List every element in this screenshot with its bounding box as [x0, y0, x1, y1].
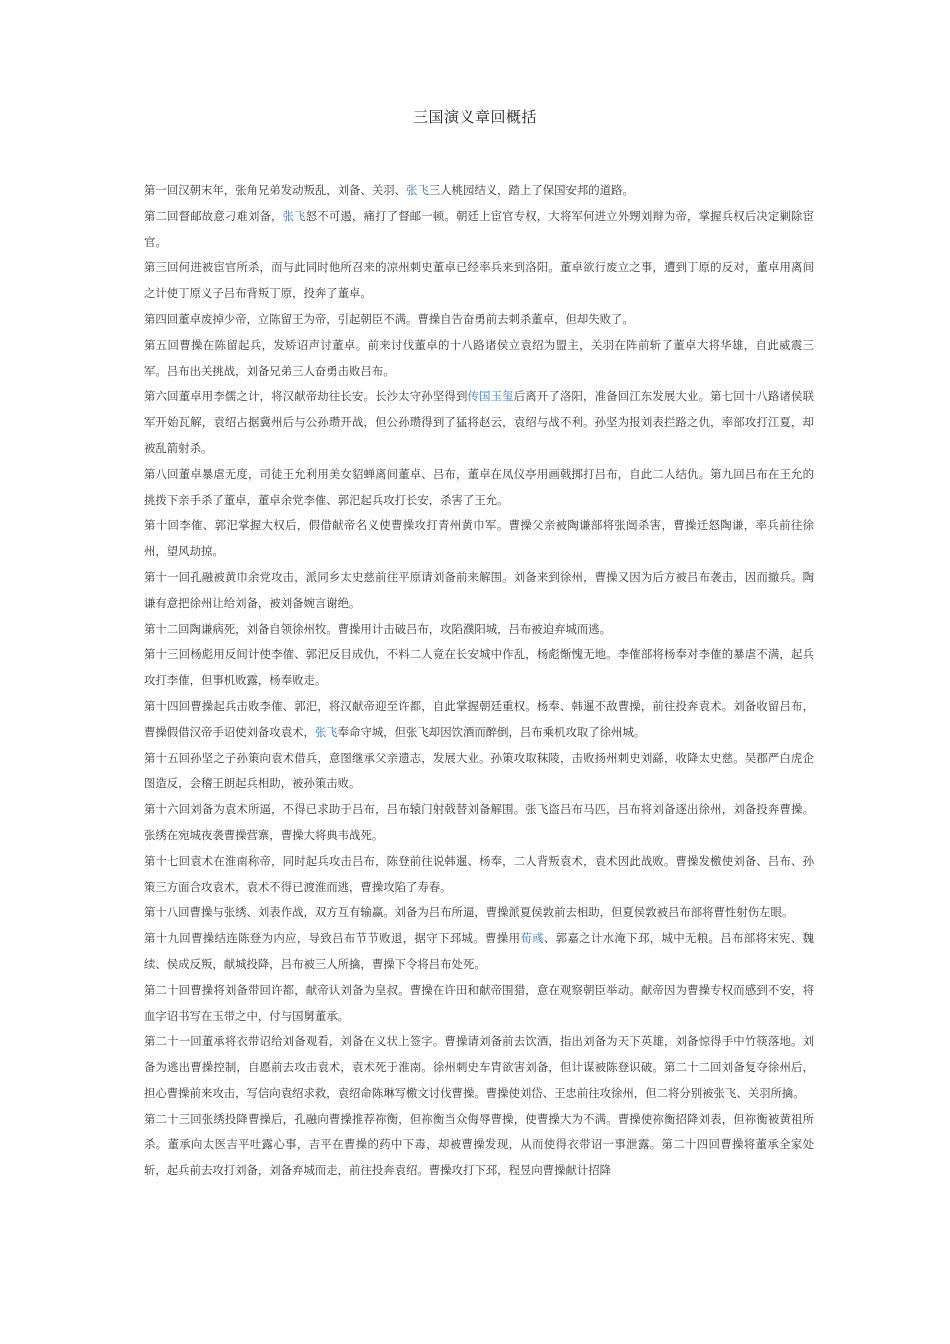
chapter-paragraph	[144, 384, 814, 461]
chapter-paragraph	[144, 462, 814, 514]
paragraph-text: 奉命守城，但张飞却因饮酒而醉倒，吕布乘机攻取了徐州城。	[337, 724, 646, 739]
term-link[interactable]: 张飞	[314, 724, 338, 739]
term-link[interactable]: 传国玉玺	[467, 389, 514, 404]
chapter-paragraph	[144, 617, 814, 643]
document-body	[144, 178, 814, 1184]
chapter-paragraph	[144, 513, 814, 565]
paragraph-text: 后离开了洛阳，准备回江东发展大业。第七回十八路诸侯联军开始瓦解，袁绍占据冀州后与公孙瓒开战，但公孙瓒得到了猛将赵云，袁绍与战不利。孙坚为报刘表拦路之仇，率部攻打江夏，却被乱箭射杀。	[144, 389, 814, 455]
chapter-paragraph	[144, 926, 814, 978]
chapter-paragraph	[144, 1029, 814, 1106]
chapter-paragraph	[144, 849, 814, 901]
paragraph-text: 、郭嘉之计水淹下邳，城中无粮。吕布部将宋宪、魏续、侯成反叛，献城投降，吕布被三人所擒，曹操下令将吕布处死。	[144, 931, 814, 971]
paragraph-text: 三人桃园结义，踏上了保国安邦的道路。	[428, 183, 634, 197]
paragraph-text: 第十一回孔融被黄巾余党攻击，派同乡太史慈前往平原请刘备前来解围。刘备来到徐州，曹操又因为后方被吕布袭击，因而撤兵。陶谦有意把徐州让给刘备，被刘备婉言谢绝。	[144, 569, 814, 610]
paragraph-text: 第八回董卓暴虐无度，司徒王允利用美女貂蝉离间董卓、吕布，董卓在凤仪亭用画戟掷打吕布，自此二人结仇。第九回吕布在王允的挑拨下亲手杀了董卓，董卓余党李傕、郭汜起兵攻打长安，杀害了王允。	[144, 466, 814, 507]
chapter-paragraph	[144, 178, 814, 204]
paragraph-text: 第十五回孙坚之子孙策向袁术借兵，意图继承父亲遗志，发展大业。孙策攻取秣陵，击败扬州刺史刘繇，收降太史慈。吴郡严白虎企图造反，会稽王朗起兵相助，被孙策击败。	[144, 750, 814, 791]
paragraph-text: 第二十回曹操将刘备带回许都，献帝认刘备为皇叔。曹操在许田和献帝围猎，意在观察朝臣举动。献帝因为曹操专权而感到不安，将血字诏书写在玉带之中，付与国舅董承。	[144, 982, 814, 1023]
paragraph-text: 第二回督邮故意刁难刘备，	[144, 208, 283, 223]
document-title: 三国演义章回概括	[412, 108, 537, 126]
paragraph-text: 第三回何进被宦官所杀，而与此同时他所召来的凉州刺史董卓已经率兵来到洛阳。董卓欲行废立之事，遭到丁原的反对，董卓用离间之计使丁原义子吕布背叛丁原，投奔了董卓。	[144, 260, 814, 301]
chapter-paragraph	[144, 333, 814, 385]
paragraph-text: 第十七回袁术在淮南称帝，同时起兵攻击吕布，陈登前往说韩暹、杨奉，二人背叛袁术，袁术因此战败。曹操发檄使刘备、吕布、孙策三方面合攻袁术，袁术不得已渡淮而逃，曹操攻陷了寿春。	[144, 853, 814, 894]
chapter-paragraph	[144, 255, 814, 307]
chapter-paragraph	[144, 1107, 814, 1184]
paragraph-text: 第十六回刘备为袁术所逼，不得已求助于吕布，吕布辕门射戟替刘备解围。张飞盗吕布马匹，吕布将刘备逐出徐州，刘备投奔曹操。张绣在宛城夜袭曹操营寨，曹操大将典韦战死。	[144, 802, 814, 842]
paragraph-text: 第六回董卓用李儒之计，将汉献帝劫往长安。长沙太守孙坚得到	[144, 389, 468, 404]
chapter-paragraph	[144, 900, 814, 926]
paragraph-text: 第五回曹操在陈留起兵，发矫诏声讨董卓。前来讨伐董卓的十八路诸侯立袁绍为盟主，关羽在阵前斩了董卓大将华雄，自此威震三军。吕布出关挑战，刘备兄弟三人奋勇击败吕布。	[144, 337, 814, 378]
term-link[interactable]: 张飞	[282, 208, 306, 223]
chapter-paragraph	[144, 694, 814, 746]
chapter-paragraph	[144, 797, 814, 849]
paragraph-text: 第十三回杨彪用反间计使李傕、郭汜反目成仇，不料二人竟在长安城中作乱，杨彪惭愧无地。李傕部将杨奉对李傕的暴虐不满，起兵攻打李傕，但事机败露，杨奉败走。	[144, 647, 814, 688]
chapter-paragraph	[144, 204, 814, 256]
paragraph-text: 第一回汉朝末年，张角兄弟发动叛乱，刘备、关羽、	[144, 183, 406, 197]
chapter-paragraph	[144, 307, 814, 333]
paragraph-text: 第二十三回张绣投降曹操后，孔融向曹操推荐祢衡，但祢衡当众侮辱曹操，使曹操大为不满。曹操使祢衡招降刘表，但祢衡被黄祖所杀。董承向太医吉平吐露心事，吉平在曹操的药中下毒，却被曹操发现，从而使得衣带诏一事泄露。第二十四回曹操将董承全家处斩，起兵前去攻打刘备，刘备弃城而走，前往投奔袁绍。曹操攻打下邳，程昱向曹操献计招降	[144, 1111, 814, 1178]
chapter-paragraph	[144, 642, 814, 694]
term-link[interactable]: 荀彧	[520, 931, 544, 946]
chapter-paragraph	[144, 978, 814, 1030]
paragraph-text: 第二十一回董承将衣带诏给刘备观看，刘备在义状上签字。曹操请刘备前去饮酒，指出刘备为天下英雄，刘备惊得手中竹筷落地。刘备为逃出曹操控制，自愿前去攻击袁术，袁术死于淮南。徐州刺史车胄欲害刘备，但计谋被陈登识破。第二十二回刘备复夺徐州后，担心曹操前来攻击，写信向袁绍求救，袁绍命陈琳写檄文讨伐曹操。曹操使刘岱、王忠前往攻徐州，但二将分别被张飞、关羽所擒。	[144, 1034, 814, 1100]
paragraph-text: 第四回董卓废掉少帝，立陈留王为帝，引起朝臣不满。曹操自告奋勇前去刺杀董卓，但却失败了。	[144, 311, 634, 326]
paragraph-text: 怒不可遏，痛打了督邮一顿。朝廷上宦官专权，大将军何进立外甥刘辩为帝，掌握兵权后决定剿除宦官。	[144, 208, 814, 249]
paragraph-text: 第十二回陶谦病死，刘备自领徐州牧。曹操用计击破吕布，攻陷濮阳城，吕布被迫弃城而逃。	[144, 621, 612, 636]
paragraph-text: 第十回李傕、郭汜掌握大权后，假借献帝名义使曹操攻打青州黄巾军。曹操父亲被陶谦部将张闿杀害，曹操迁怒陶谦，率兵前往徐州，望风劫掠。	[144, 518, 814, 559]
paragraph-text: 第十九回曹操结连陈登为内应，导致吕布节节败退，据守下邳城。曹操用	[144, 931, 521, 946]
paragraph-text: 第十四回曹操起兵击败李傕、郭汜，将汉献帝迎至许都，自此掌握朝廷重权。杨奉、韩暹不敌曹操，前往投奔袁术。刘备收留吕布，曹操假借汉帝手诏使刘备攻袁术，	[144, 698, 814, 739]
term-link[interactable]: 张飞	[406, 183, 429, 197]
paragraph-text: 第十八回曹操与张绣、刘表作战，双方互有输赢。刘备为吕布所逼，曹操派夏侯敦前去相助，但夏侯敦被吕布部将曹性射伤左眼。	[144, 905, 794, 920]
chapter-paragraph	[144, 746, 814, 798]
chapter-paragraph	[144, 565, 814, 617]
